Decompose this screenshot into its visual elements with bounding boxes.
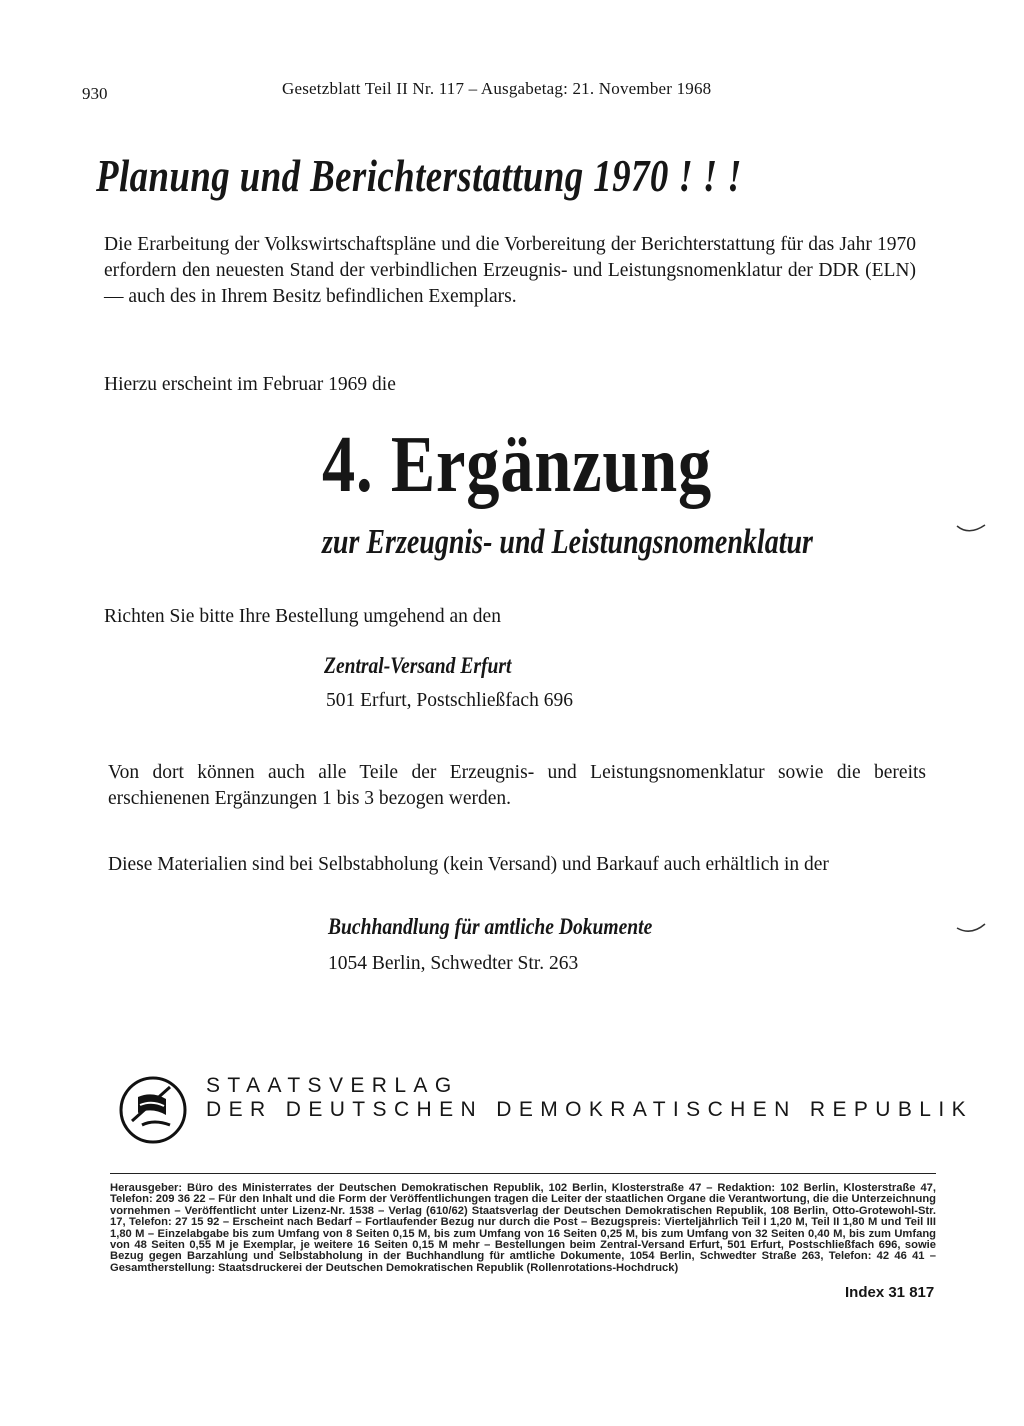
pickup-paragraph: Diese Materialien sind bei Selbstabholung (kein Versand) und Barkauf auch erhältlich in der (108, 854, 829, 875)
running-header: Gesetzblatt Teil II Nr. 117 – Ausgabetag: 21. November 1968 (282, 79, 712, 98)
staatsverlag-logo (118, 1075, 188, 1145)
subtitle: zur Erzeugnis- und Leistungsnomenklatur (322, 522, 813, 561)
announcement-line: Hierzu erscheint im Februar 1969 die (104, 374, 396, 395)
headline: Planung und Berichterstattung 1970 ! ! ! (96, 151, 742, 201)
margin-pencil-mark (955, 922, 987, 936)
vendor-name-erfurt: Zentral-Versand Erfurt (324, 653, 512, 678)
vendor-address-erfurt: 501 Erfurt, Postschließfach 696 (326, 690, 573, 711)
parts-paragraph: Von dort können auch alle Teile der Erzeugnis- und Leistungsnomenklatur sowie die bereits erschienenen Ergänzungen 1 bis 3 bezogen werden. (108, 762, 926, 809)
intro-paragraph: Die Erarbeitung der Volkswirtschaftspläne und die Vorbereitung der Berichterstattung für das Jahr 1970 erfordern den neuesten Stand der verbindlichen Erzeugnis- und Leistungsnomenklatur der DDR (ELN) — auch des in Ihrem Besitz befindlichen Exemplars. (104, 234, 916, 307)
order-instruction: Richten Sie bitte Ihre Bestellung umgehend an den (104, 606, 501, 627)
vendor-name-berlin: Buchhandlung für amtliche Dokumente (328, 914, 653, 939)
page-number: 930 (82, 84, 108, 103)
imprint-divider (110, 1173, 936, 1174)
publisher-name-line1: STAATSVERLAG (206, 1074, 459, 1097)
imprint-text: Herausgeber: Büro des Ministerrates der Deutschen Demokratischen Republik, 102 Berlin, Klosterstraße 47 – Redaktion: 102 Berlin, Klosterstraße 47, Telefon: 209 36 22 – Für den Inhalt und die Form der Veröffentlichungen tragen die Leiter der staatlichen Organe die Verantwortung, die die Unterzeichnung vornehmen – Veröffentlicht unter Lizenz-Nr. 1538 – Verlag (610/62) Staatsverlag der Deutschen Demokratischen Republik, 108 Berlin, Otto-Grotewohl-Str. 17, Telefon: 27 15 92 – Erscheint nach Bedarf – Fortlaufender Bezug nur durch die Post – Bezugspreis: Vierteljährlich Teil I 1,20 M, Teil II 1,80 M und Teil III 1,80 M – Einzelabgabe bis zum Umfang von 8 Seiten 0,15 M, bis zum Umfang von 16 Seiten 0,25 M, bis zum Umfang von 32 Seiten 0,40 M, bis zum Umfang von 48 Seiten 0,55 M je Exemplar, je weitere 16 Seiten 0,15 M mehr – Bestellungen beim Zentral-Versand Erfurt, 501 Erfurt, Postschließfach 696, sowie Bezug gegen Barzahlung und Selbstabholung in der Buchhandlung für amtliche Dokumente, 1054 Berlin, Schwedter Straße 263, Telefon: 42 46 41 – Gesamtherstellung: Staatsdruckerei der Deutschen Demokratischen Republik (Rollenrotations-Hochdruck) (110, 1182, 936, 1274)
vendor-address-berlin: 1054 Berlin, Schwedter Str. 263 (328, 953, 579, 974)
publisher-name-line2: DER DEUTSCHEN DEMOKRATISCHEN REPUBLIK (206, 1098, 973, 1121)
big-title: 4. Ergänzung (322, 421, 712, 509)
margin-pencil-mark (955, 522, 987, 536)
index-number: Index 31 817 (845, 1284, 935, 1301)
